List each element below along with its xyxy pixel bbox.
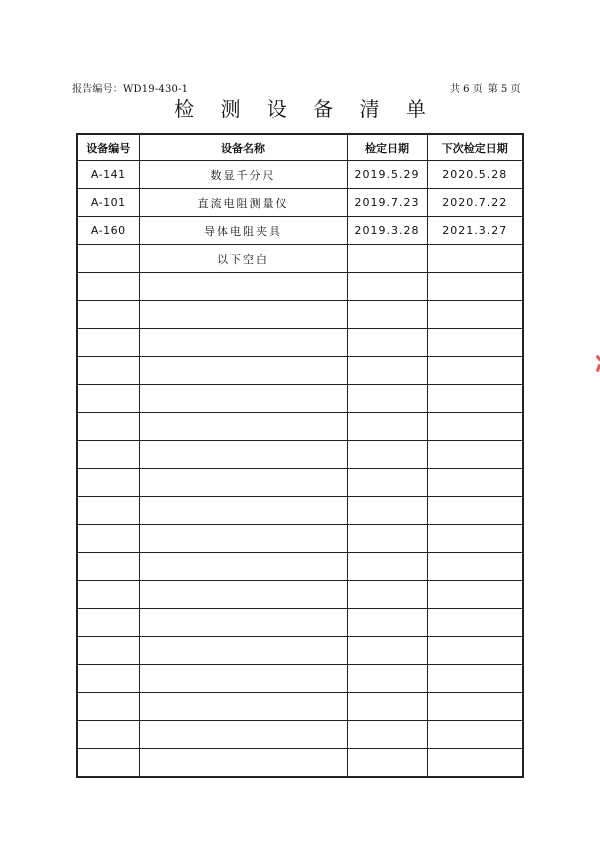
table-row — [77, 553, 523, 581]
column-header-next-calibration-date: 下次检定日期 — [427, 134, 523, 161]
cell-equipment-id — [77, 525, 139, 553]
cell-next-calibration-date: 2020.5.28 — [427, 161, 523, 189]
cell-equipment-id — [77, 413, 139, 441]
cell-calibration-date — [347, 553, 427, 581]
current-page: 第 5 页 — [487, 84, 521, 95]
table-row — [77, 749, 523, 778]
table-row — [77, 245, 523, 273]
cell-calibration-date — [347, 637, 427, 665]
cell-next-calibration-date — [427, 581, 523, 609]
cell-equipment-name — [139, 637, 347, 665]
cell-next-calibration-date — [427, 413, 523, 441]
total-pages: 共 6 页 — [450, 84, 483, 95]
cell-next-calibration-date — [427, 273, 523, 301]
equipment-table — [76, 133, 524, 778]
cell-next-calibration-date — [427, 329, 523, 357]
cell-equipment-name — [139, 693, 347, 721]
column-header-equipment-id: 设备编号 — [77, 134, 139, 161]
cell-equipment-id — [77, 749, 139, 778]
cell-equipment-name — [139, 749, 347, 778]
table-row — [77, 161, 523, 189]
cell-next-calibration-date — [427, 609, 523, 637]
cell-equipment-name — [139, 609, 347, 637]
cell-equipment-name — [139, 357, 347, 385]
cell-calibration-date: 2019.7.23 — [347, 189, 427, 217]
cell-calibration-date — [347, 581, 427, 609]
table-row — [77, 721, 523, 749]
cell-next-calibration-date — [427, 385, 523, 413]
table-row — [77, 189, 523, 217]
cell-calibration-date — [347, 413, 427, 441]
table-row — [77, 413, 523, 441]
report-number: 报告编号：WD19-430-1 — [72, 84, 189, 95]
cell-equipment-name — [139, 385, 347, 413]
cell-equipment-name: 数显千分尺 — [139, 161, 347, 189]
cell-equipment-id — [77, 245, 139, 273]
cell-equipment-name — [139, 665, 347, 693]
cell-next-calibration-date — [427, 665, 523, 693]
cell-next-calibration-date — [427, 497, 523, 525]
cell-next-calibration-date — [427, 245, 523, 273]
cell-equipment-id — [77, 385, 139, 413]
cell-next-calibration-date: 2021.3.27 — [427, 217, 523, 245]
cell-calibration-date — [347, 245, 427, 273]
table-row — [77, 525, 523, 553]
cell-equipment-name — [139, 273, 347, 301]
cell-calibration-date — [347, 665, 427, 693]
cell-equipment-name: 导体电阻夹具 — [139, 217, 347, 245]
cell-equipment-name — [139, 329, 347, 357]
cell-equipment-name — [139, 441, 347, 469]
cell-calibration-date — [347, 329, 427, 357]
column-header-equipment-name: 设备名称 — [139, 134, 347, 161]
table-row — [77, 217, 523, 245]
table-row — [77, 497, 523, 525]
table-row — [77, 469, 523, 497]
cell-equipment-id — [77, 581, 139, 609]
column-header-calibration-date: 检定日期 — [347, 134, 427, 161]
cell-calibration-date — [347, 749, 427, 778]
cell-next-calibration-date — [427, 469, 523, 497]
cell-calibration-date — [347, 693, 427, 721]
table-row — [77, 693, 523, 721]
cell-equipment-id — [77, 553, 139, 581]
cell-calibration-date — [347, 525, 427, 553]
cell-equipment-name — [139, 581, 347, 609]
table-row — [77, 273, 523, 301]
cell-calibration-date — [347, 497, 427, 525]
cell-equipment-id — [77, 721, 139, 749]
table-row — [77, 637, 523, 665]
cell-next-calibration-date — [427, 721, 523, 749]
cell-next-calibration-date — [427, 637, 523, 665]
cell-calibration-date — [347, 441, 427, 469]
cell-equipment-id: A-141 — [77, 161, 139, 189]
table-row — [77, 329, 523, 357]
cell-next-calibration-date — [427, 749, 523, 778]
cell-next-calibration-date — [427, 441, 523, 469]
cell-equipment-id — [77, 441, 139, 469]
cell-equipment-id — [77, 469, 139, 497]
cell-next-calibration-date — [427, 693, 523, 721]
cell-equipment-id — [77, 357, 139, 385]
cell-equipment-id — [77, 609, 139, 637]
cell-equipment-id — [77, 497, 139, 525]
cell-equipment-id — [77, 693, 139, 721]
equipment-table-body — [77, 161, 523, 778]
cell-calibration-date — [347, 385, 427, 413]
cell-equipment-id — [77, 329, 139, 357]
table-row — [77, 441, 523, 469]
cell-equipment-id — [77, 273, 139, 301]
cell-calibration-date — [347, 721, 427, 749]
cell-calibration-date — [347, 609, 427, 637]
table-row — [77, 301, 523, 329]
cell-equipment-id — [77, 665, 139, 693]
cell-calibration-date: 2019.3.28 — [347, 217, 427, 245]
cell-equipment-name — [139, 497, 347, 525]
cell-calibration-date — [347, 469, 427, 497]
cell-next-calibration-date — [427, 357, 523, 385]
table-row — [77, 609, 523, 637]
table-row — [77, 665, 523, 693]
cell-calibration-date — [347, 357, 427, 385]
cell-calibration-date — [347, 301, 427, 329]
cell-next-calibration-date — [427, 301, 523, 329]
cell-equipment-id: A-160 — [77, 217, 139, 245]
cell-equipment-name — [139, 553, 347, 581]
cell-next-calibration-date — [427, 525, 523, 553]
cell-next-calibration-date: 2020.7.22 — [427, 189, 523, 217]
table-row — [77, 357, 523, 385]
cell-equipment-name — [139, 301, 347, 329]
page-title: 检 测 设 备 清 单 — [174, 97, 436, 121]
cell-equipment-id: A-101 — [77, 189, 139, 217]
cell-equipment-name: 以下空白 — [139, 245, 347, 273]
cell-equipment-name — [139, 469, 347, 497]
cell-equipment-name — [139, 721, 347, 749]
cell-calibration-date — [347, 273, 427, 301]
cell-equipment-id — [77, 301, 139, 329]
table-row — [77, 385, 523, 413]
cell-next-calibration-date — [427, 553, 523, 581]
table-row — [77, 581, 523, 609]
cell-equipment-name — [139, 525, 347, 553]
table-header-row — [77, 134, 523, 161]
cell-calibration-date: 2019.5.29 — [347, 161, 427, 189]
cell-equipment-id — [77, 637, 139, 665]
cell-equipment-name: 直流电阻测量仪 — [139, 189, 347, 217]
cell-equipment-name — [139, 413, 347, 441]
